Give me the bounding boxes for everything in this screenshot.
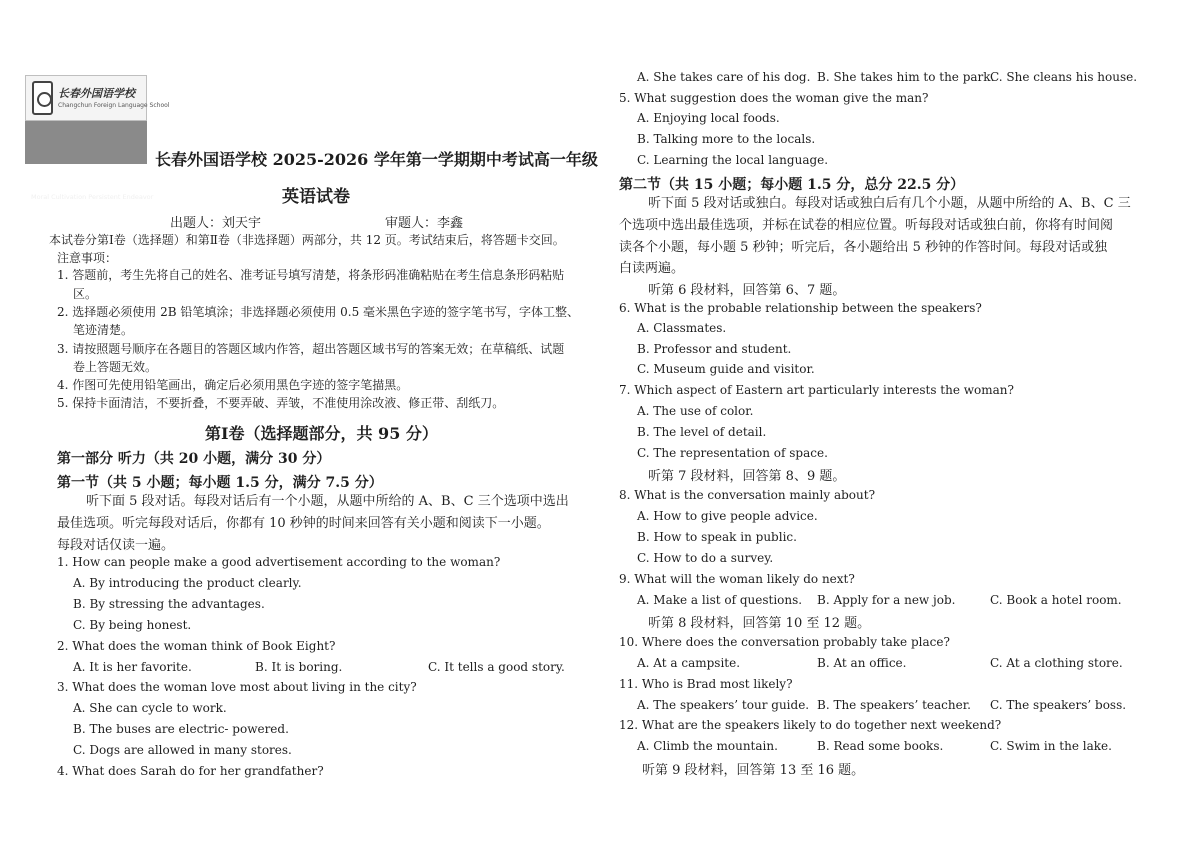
question-8-option-c: C. How to do a survey.: [637, 551, 774, 565]
logo-motto: 敦品兼修 向学笃行: [31, 177, 140, 192]
note-item: 3. 请按照题号顺序在各题目的答题区域内作答，超出答题区域书写的答案无效；在草稿纸、试题: [57, 342, 565, 356]
logo-motto-en: Moral Cultivation Persistent Endeavor: [31, 193, 154, 201]
question-8: 8. What is the conversation mainly about?: [619, 488, 876, 502]
section2-instructions: 读各个小题，每小题 5 秒钟；听完后，各小题给出 5 秒钟的作答时间。每段对话或独: [619, 240, 1108, 255]
question-11-option-b: B. The speakers’ teacher.: [817, 698, 971, 712]
material-9-note: 听第 9 段材料，回答第 13 至 16 题。: [642, 763, 865, 778]
question-10-option-c: C. At a clothing store.: [990, 656, 1123, 670]
school-emblem-icon: [32, 81, 53, 115]
question-4: 4. What does Sarah do for her grandfather?: [57, 764, 324, 778]
question-7-option-a: A. The use of color.: [637, 404, 754, 418]
material-7-note: 听第 7 段材料，回答第 8、9 题。: [648, 469, 846, 484]
question-6-option-a: A. Classmates.: [637, 321, 727, 335]
question-8-option-b: B. How to speak in public.: [637, 530, 797, 544]
question-2-option-c: C. It tells a good story.: [428, 660, 565, 674]
question-12-option-a: A. Climb the mountain.: [637, 739, 778, 753]
material-6-note: 听第 6 段材料，回答第 6、7 题。: [648, 283, 846, 298]
question-4-option-b: B. She takes him to the park.: [817, 70, 995, 84]
question-11-option-c: C. The speakers’ boss.: [990, 698, 1127, 712]
question-2: 2. What does the woman think of Book Eight?: [57, 639, 336, 653]
notes-title: 注意事项：: [57, 251, 118, 265]
reviewer-line: 审题人：李鑫: [385, 216, 464, 231]
question-7: 7. Which aspect of Eastern art particularly interests the woman?: [619, 383, 1014, 397]
section1-instructions: 最佳选项。听完每段对话后，你都有 10 秒钟的时间来回答有关小题和阅读下一小题。: [57, 516, 550, 531]
question-1-option-a: A. By introducing the product clearly.: [73, 576, 302, 590]
question-1-option-b: B. By stressing the advantages.: [73, 597, 265, 611]
note-item: 区。: [73, 287, 98, 301]
question-9-option-b: B. Apply for a new job.: [817, 593, 956, 607]
question-12-option-c: C. Swim in the lake.: [990, 739, 1112, 753]
school-logo: [25, 75, 170, 201]
exam-subtitle: 英语试卷: [282, 187, 350, 207]
question-3-option-b: B. The buses are electric- powered.: [73, 722, 289, 736]
question-9-option-c: C. Book a hotel room.: [990, 593, 1122, 607]
section2-title: 第二节（共 15 小题；每小题 1.5 分，总分 22.5 分）: [619, 177, 965, 193]
question-7-option-c: C. The representation of space.: [637, 446, 828, 460]
note-item: 4. 作图可先使用铅笔画出，确定后必须用黑色字迹的签字笔描黑。: [57, 378, 409, 392]
logo-motto-panel: [25, 121, 154, 201]
note-item: 1. 答题前，考生先将自己的姓名、准考证号填写清楚，将条形码准确粘贴在考生信息条形码粘贴: [57, 268, 565, 282]
volume-title: 第Ⅰ卷（选择题部分，共 95 分）: [205, 424, 438, 443]
exam-intro: 本试卷分第Ⅰ卷（选择题）和第Ⅱ卷（非选择题）两部分，共 12 页。考试结束后，将答题卡交回。: [49, 233, 565, 247]
question-12: 12. What are the speakers likely to do together next weekend?: [619, 718, 1002, 732]
section1-instructions: 每段对话仅读一遍。: [57, 538, 175, 553]
question-11-option-a: A. The speakers’ tour guide.: [637, 698, 810, 712]
question-5: 5. What suggestion does the woman give the man?: [619, 91, 929, 105]
question-6: 6. What is the probable relationship between the speakers?: [619, 301, 982, 315]
section2-instructions: 听下面 5 段对话或独白。每段对话或独白后有几个小题，从题中所给的 A、B、C 三: [648, 196, 1131, 211]
question-10-option-a: A. At a campsite.: [637, 656, 741, 670]
question-5-option-a: A. Enjoying local foods.: [637, 111, 780, 125]
section2-instructions: 白读两遍。: [619, 261, 685, 276]
question-3-option-c: C. Dogs are allowed in many stores.: [73, 743, 292, 757]
logo-top-panel: [25, 75, 170, 121]
logo-school-name-en: Changchun Foreign Language School: [58, 102, 170, 109]
material-8-note: 听第 8 段材料，回答第 10 至 12 题。: [648, 616, 871, 631]
question-4-option-a: A. She takes care of his dog.: [637, 70, 811, 84]
question-11: 11. Who is Brad most likely?: [619, 677, 793, 691]
question-12-option-b: B. Read some books.: [817, 739, 944, 753]
section1-instructions: 听下面 5 段对话。每段对话后有一个小题，从题中所给的 A、B、C 三个选项中选出: [86, 494, 569, 509]
author-line: 出题人：刘天宇: [170, 216, 262, 231]
note-item: 笔迹清楚。: [73, 323, 134, 337]
question-3: 3. What does the woman love most about living in the city?: [57, 680, 417, 694]
question-8-option-a: A. How to give people advice.: [637, 509, 818, 523]
question-9-option-a: A. Make a list of questions.: [637, 593, 803, 607]
exam-title: 长春外国语学校 2025-2026 学年第一学期期中考试高一年级: [155, 150, 598, 169]
question-2-option-b: B. It is boring.: [255, 660, 343, 674]
question-2-option-a: A. It is her favorite.: [73, 660, 192, 674]
logo-school-name: 长春外国语学校: [58, 87, 135, 100]
question-5-option-b: B. Talking more to the locals.: [637, 132, 816, 146]
question-10-option-b: B. At an office.: [817, 656, 907, 670]
question-4-option-c: C. She cleans his house.: [990, 70, 1138, 84]
question-7-option-b: B. The level of detail.: [637, 425, 767, 439]
question-10: 10. Where does the conversation probably take place?: [619, 635, 950, 649]
section2-instructions: 个选项中选出最佳选项，并标在试卷的相应位置。听每段对话或独白前，你将有时间阅: [619, 218, 1114, 233]
question-5-option-c: C. Learning the local language.: [637, 153, 829, 167]
note-item: 5. 保持卡面清洁，不要折叠，不要弄破、弄皱，不准使用涂改液、修正带、刮纸刀。: [57, 396, 505, 410]
question-9: 9. What will the woman likely do next?: [619, 572, 855, 586]
question-6-option-c: C. Museum guide and visitor.: [637, 362, 815, 376]
section1-title: 第一节（共 5 小题；每小题 1.5 分，满分 7.5 分）: [57, 475, 383, 491]
note-item: 2. 选择题必须使用 2B 铅笔填涂；非选择题必须使用 0.5 毫米黑色字迹的签字笔书写，字体工整、: [57, 305, 580, 319]
part-title: 第一部分 听力（共 20 小题，满分 30 分）: [57, 451, 331, 467]
question-1-option-c: C. By being honest.: [73, 618, 192, 632]
question-6-option-b: B. Professor and student.: [637, 342, 792, 356]
note-item: 卷上答题无效。: [73, 360, 158, 374]
question-3-option-a: A. She can cycle to work.: [73, 701, 227, 715]
question-1: 1. How can people make a good advertisement according to the woman?: [57, 555, 501, 569]
